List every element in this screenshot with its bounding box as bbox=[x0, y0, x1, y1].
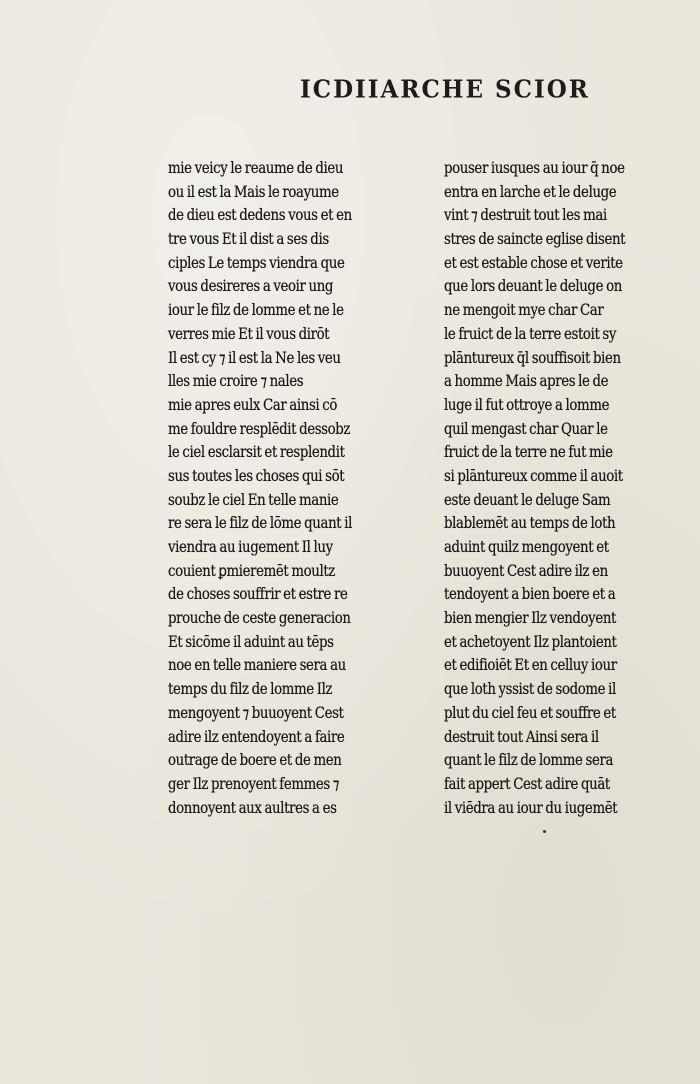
text-line: soubz le ciel En telle manie bbox=[168, 490, 339, 509]
text-line: pouser iusques au iour q̄ noe bbox=[444, 159, 625, 177]
text-line: donnoyent aux aultres a es bbox=[168, 798, 337, 817]
text-line: luge il fut ottroye a lomme bbox=[444, 395, 610, 414]
text-line: verres mie Et il vous dirōt bbox=[168, 324, 330, 343]
text-line: iour le filz de lomme et ne le bbox=[168, 301, 344, 320]
text-line: prouche de ceste generacion bbox=[168, 609, 351, 628]
text-line: blablemēt au temps de loth bbox=[444, 514, 616, 533]
text-line: si plāntureux comme il auoit bbox=[444, 466, 623, 485]
text-line: que loth yssist de sodome il bbox=[444, 680, 616, 699]
text-line: ger Ilz prenoyent femmes ⁊ bbox=[168, 774, 340, 793]
text-line: plāntureux q̄l souffisoit bien bbox=[444, 348, 621, 367]
text-line: et edifioiēt Et en celluy iour bbox=[444, 656, 617, 675]
text-line: outrage de boere et de men bbox=[168, 751, 342, 770]
text-line: adire ilz entendoyent a faire bbox=[168, 727, 345, 746]
text-line: buuoyent Cest adire ilz en bbox=[444, 561, 608, 580]
text-line: lles mie croire ⁊ nales bbox=[168, 372, 304, 391]
text-line: mengoyent ⁊ buuoyent Cest bbox=[168, 703, 344, 722]
text-line: mie apres eulx Car ainsi cō bbox=[168, 395, 337, 414]
text-line: quil mengast char Quar le bbox=[444, 419, 608, 438]
text-line: de choses souffrir et estre re bbox=[168, 585, 348, 604]
text-line: le ciel esclarsit et resplendit bbox=[168, 443, 345, 462]
text-line: stres de saincte eglise disent bbox=[444, 230, 626, 249]
text-line: a homme Mais apres le de bbox=[444, 372, 609, 391]
text-line: bien mengier Ilz vendoyent bbox=[444, 609, 616, 628]
text-line: que lors deuant le deluge on bbox=[444, 277, 622, 296]
text-column-right bbox=[444, 157, 684, 820]
text-line: mie veicy le reaume de dieu bbox=[168, 159, 344, 177]
text-line: le fruict de la terre estoit sy bbox=[444, 324, 617, 343]
text-line: vous desireres a veoir ung bbox=[168, 277, 334, 296]
running-head: ICDIIARCHE SCIOR bbox=[300, 75, 590, 104]
text-line: de dieu est dedens vous et en bbox=[168, 206, 352, 225]
text-line: noe en telle maniere sera au bbox=[168, 656, 346, 675]
text-line: sus toutes les choses qui sōt bbox=[168, 466, 345, 485]
text-line: ne mengoit mye char Car bbox=[444, 301, 604, 320]
text-line: fruict de la terre ne fut mie bbox=[444, 443, 613, 462]
text-line: viendra au iugement Il luy bbox=[168, 538, 333, 556]
text-line: tendoyent a bien boere et a bbox=[444, 585, 616, 604]
text-line: aduint quilz mengoyent et bbox=[444, 538, 609, 556]
text-line: destruit tout Ainsi sera il bbox=[444, 727, 599, 746]
text-line: entra en larche et le deluge bbox=[444, 182, 617, 201]
text-line: me fouldre resplēdit dessobz bbox=[168, 419, 351, 438]
text-line: il viēdra au iour du iugemēt bbox=[444, 798, 618, 817]
ink-speck bbox=[543, 830, 546, 833]
text-line: vint ⁊ destruit tout les mai bbox=[444, 206, 607, 225]
text-line: re sera le filz de lōme quant il bbox=[168, 514, 352, 533]
text-line: et est estable chose et verite bbox=[444, 253, 623, 272]
text-line: ciples Le temps viendra que bbox=[168, 253, 345, 272]
text-line: ou il est la Mais le roayume bbox=[168, 182, 339, 201]
text-line: plut du ciel feu et souffre et bbox=[444, 703, 616, 722]
text-column-left bbox=[168, 157, 418, 820]
text-line: tre vous Et il dist a ses dis bbox=[168, 230, 329, 249]
text-line: couient ꝑmieremēt moultz bbox=[168, 561, 335, 580]
text-line: quant le filz de lomme sera bbox=[444, 751, 614, 770]
text-line: Il est cy ⁊ il est la Ne les veu bbox=[168, 348, 341, 367]
text-line: temps du filz de lomme Ilz bbox=[168, 680, 333, 699]
text-line: este deuant le deluge Sam bbox=[444, 490, 611, 509]
text-line: Et sicōme il aduint au tēps bbox=[168, 632, 334, 651]
text-line: et achetoyent Ilz plantoient bbox=[444, 632, 617, 651]
text-line: fait appert Cest adire quāt bbox=[444, 774, 610, 793]
